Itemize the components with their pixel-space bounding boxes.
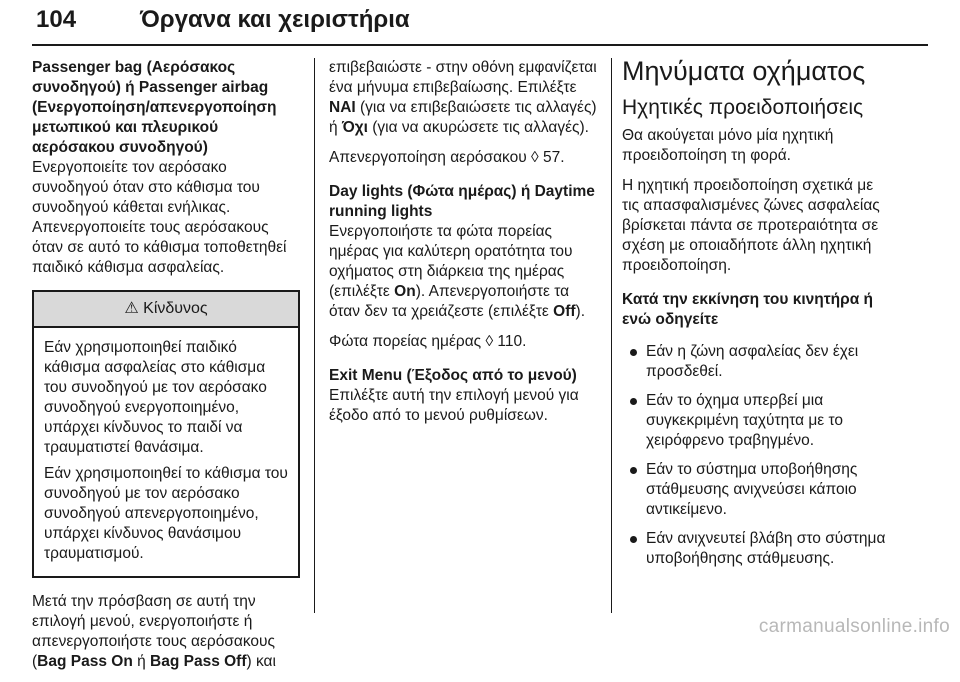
engine-start-heading: Κατά την εκκίνηση του κινητήρα ή ενώ οδηγείτε <box>622 291 874 328</box>
passenger-bag-heading: Passenger bag (Αερόσακος συνοδηγού) ή Passenger airbag (Ενεργοποίηση/απενεργοποίηση μετωπικού και πλευρικού αερόσακου συνοδηγού) <box>32 59 277 156</box>
exit-menu-heading: Exit Menu (Έξοδος από το μενού) <box>329 367 577 384</box>
day-lights-heading: Day lights (Φώτα ημέρας) ή Daytime running lights <box>329 183 595 220</box>
audible-warnings-heading: Ηχητικές προειδοποιήσεις <box>622 96 864 119</box>
day-lights-text: Ενεργοποιήστε τα φώτα πορείας ημέρας για καλύτερη ορατότητα του οχήματος στη διάρκεια της ημέρας (επιλέξτε On). Απενεργοποιήστε τα όταν δεν τα χρειάζεστε (επιλέξτε Off). <box>329 223 586 320</box>
day-lights-ref: Φώτα πορείας ημέρας ◊ 110. <box>329 333 527 350</box>
off-label: Off <box>553 303 576 320</box>
warning-icon: ⚠ <box>124 300 139 317</box>
bullet-icon <box>630 467 637 474</box>
warning-list <box>622 342 888 569</box>
list-item: Εάν ανιχνευτεί βλάβη στο σύστημα υποβοήθησης στάθμευσης. <box>622 529 888 569</box>
page-number: 104 <box>36 6 77 33</box>
audible-warning-text-2: Η ηχητική προειδοποίηση σχετικά με τις απασφαλισμένες ζώνες ασφαλείας βρίσκεται πάντα σε προτεραιότητα σε σχέση με οποιαδήποτε άλλη ηχητική προειδοποίηση. <box>622 177 880 274</box>
confirm-text: επιβεβαιώστε - στην οθόνη εμφανίζεται ένα μήνυμα επιβεβαίωσης. Επιλέξτε NAI (για να επιβεβαιώσετε τις αλλαγές) ή Όχι (για να ακυρώσετε τις αλλαγές). <box>329 59 597 136</box>
audible-warning-text-1: Θα ακούγεται μόνο μία ηχητική προειδοποίηση τη φορά. <box>622 127 834 164</box>
yes-label: NAI <box>329 99 356 116</box>
column-3 <box>622 58 888 578</box>
column-1 <box>32 58 300 682</box>
danger-text-2: Εάν χρησιμοποιηθεί το κάθισμα του συνοδηγού με τον αερόσακο συνοδηγού απενεργοποιημένο, υπάρχει κίνδυνος θανάσιμου τραυματισμού. <box>44 465 288 562</box>
passenger-bag-text: Ενεργοποιείτε τον αερόσακο συνοδηγού όταν στο κάθισμα του συνοδηγού κάθεται ενήλικας. Απενεργοποιείτε τους αερόσακους όταν σε αυτό το κάθισμα τοποθετηθεί παιδικό κάθισμα ασφαλείας. <box>32 159 287 276</box>
danger-text-1: Εάν χρησιμοποιηθεί παιδικό κάθισμα ασφαλείας στο κάθισμα του συνοδηγού με τον αερόσακο συνοδηγού ενεργοποιημένο, υπάρχει κίνδυνος το παιδί να τραυματιστεί θανάσιμα. <box>44 339 267 456</box>
header-divider <box>32 44 928 46</box>
bag-pass-on-label: Bag Pass On <box>37 653 133 670</box>
page-title: Όργανα και χειριστήρια <box>140 6 410 33</box>
page-header <box>32 6 928 42</box>
column-divider-2 <box>611 58 612 613</box>
bag-pass-text: Μετά την πρόσβαση σε αυτή την επιλογή μενού, ενεργοποιήστε ή απενεργοποιήστε τους αερόσακους (Bag Pass On ή Bag Pass Off) και <box>32 593 276 670</box>
bullet-icon <box>630 536 637 543</box>
list-item: Εάν το όχημα υπερβεί μια συγκεκριμένη ταχύτητα με το χειρόφρενο τραβηγμένο. <box>622 391 888 451</box>
bullet-icon <box>630 349 637 356</box>
exit-menu-text: Επιλέξτε αυτή την επιλογή μενού για έξοδο από το μενού ρυθμίσεων. <box>329 387 579 424</box>
column-divider-1 <box>314 58 315 613</box>
watermark: carmanualsonline.info <box>758 616 950 637</box>
danger-box <box>32 290 300 578</box>
airbag-deactivation-ref: Απενεργοποίηση αερόσακου ◊ 57. <box>329 149 565 166</box>
on-label: On <box>394 283 416 300</box>
danger-body <box>34 328 298 576</box>
list-item: Εάν το σύστημα υποβοήθησης στάθμευσης ανιχνεύσει κάποιο αντικείμενο. <box>622 460 888 520</box>
list-item: Εάν η ζώνη ασφαλείας δεν έχει προσδεθεί. <box>622 342 888 382</box>
danger-header <box>34 292 298 328</box>
vehicle-messages-heading: Μηνύματα οχήματος <box>622 56 866 86</box>
column-2 <box>329 58 600 436</box>
bag-pass-off-label: Bag Pass Off <box>150 653 247 670</box>
danger-title: Κίνδυνος <box>143 300 208 317</box>
no-label: Όχι <box>341 119 368 136</box>
bullet-icon <box>630 398 637 405</box>
